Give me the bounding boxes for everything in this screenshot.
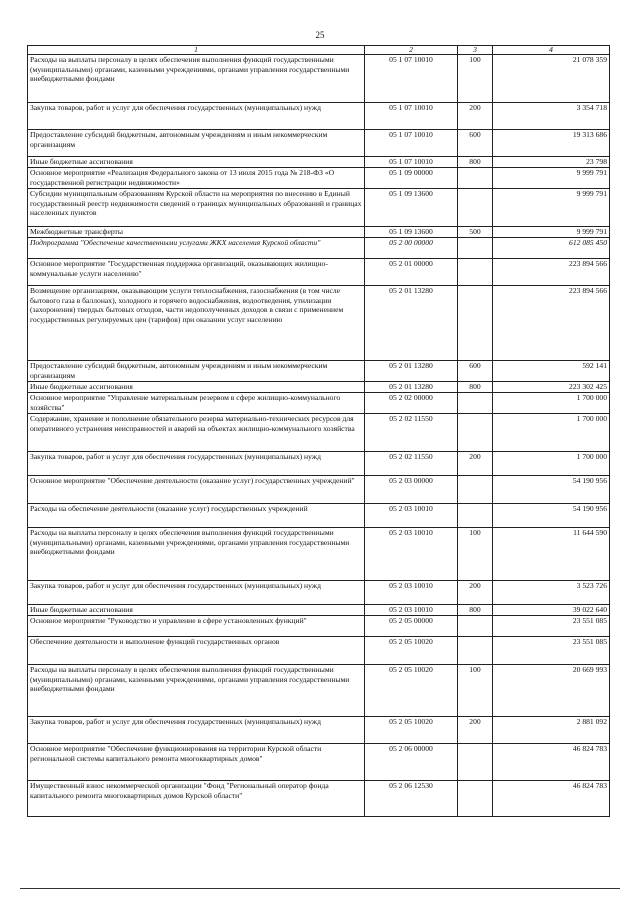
row-code-cell: 05 1 07 10010 [365, 157, 458, 168]
row-code-cell: 05 2 06 00000 [365, 744, 458, 781]
row-type-cell: 800 [458, 605, 493, 616]
row-type-cell: 600 [458, 130, 493, 157]
row-name-cell: Возмещение организациям, оказывающим услуги теплоснабжения, газоснабжения (в том числе бытового газа в баллонах), холодного и горячего водоснабжения, водоотведения, утилизации (захоронения) твердых бытовых отходов, части недополученных доходов в связи с применением государственных регулируемых цен (тарифов) при оказании услуг населению [28, 286, 365, 361]
row-type-cell: 800 [458, 382, 493, 393]
row-code-cell: 05 2 03 10010 [365, 528, 458, 581]
row-name-cell: Иные бюджетные ассигнования [28, 382, 365, 393]
page-bottom-rule [20, 888, 620, 889]
table-row [28, 361, 610, 382]
table-row [28, 605, 610, 616]
row-code-cell: 05 1 09 13600 [365, 189, 458, 227]
row-amount-cell: 11 644 590 [493, 528, 610, 581]
table-row [28, 637, 610, 665]
table-row [28, 476, 610, 504]
table-row [28, 189, 610, 227]
table-row [28, 781, 610, 817]
row-code-cell: 05 1 09 13600 [365, 227, 458, 238]
table-row [28, 168, 610, 189]
row-amount-cell: 46 824 783 [493, 781, 610, 817]
table-row [28, 744, 610, 781]
row-name-cell: Закупка товаров, работ и услуг для обеспечения государственных (муниципальных) нужд [28, 717, 365, 744]
table-row [28, 452, 610, 476]
row-name-cell: Основное мероприятие «Реализация Федерального закона от 13 июля 2015 года № 218-ФЗ «О государственной регистрации недвижимости» [28, 168, 365, 189]
row-type-cell: 200 [458, 581, 493, 605]
row-amount-cell: 223 894 566 [493, 259, 610, 286]
row-amount-cell: 9 999 791 [493, 168, 610, 189]
row-code-cell: 05 1 09 00000 [365, 168, 458, 189]
row-amount-cell: 23 551 085 [493, 616, 610, 637]
row-code-cell: 05 2 05 10020 [365, 637, 458, 665]
table-row [28, 55, 610, 103]
row-code-cell: 05 2 06 12530 [365, 781, 458, 817]
table-row [28, 665, 610, 717]
row-name-cell: Предоставление субсидий бюджетным, автономным учреждениям и иным некоммерческим организациям [28, 361, 365, 382]
row-code-cell: 05 2 03 10010 [365, 504, 458, 528]
row-name-cell: Закупка товаров, работ и услуг для обеспечения государственных (муниципальных) нужд [28, 452, 365, 476]
row-type-cell: 200 [458, 452, 493, 476]
row-amount-cell: 1 700 000 [493, 393, 610, 414]
row-name-cell: Расходы на выплаты персоналу в целях обеспечения выполнения функций государственными (муниципальными) органами, казенными учреждениями, органами управления государственными внебюджетными фондами [28, 55, 365, 103]
table-row [28, 238, 610, 259]
row-amount-cell: 1 700 000 [493, 414, 610, 452]
row-amount-cell: 1 700 000 [493, 452, 610, 476]
row-type-cell: 100 [458, 665, 493, 717]
row-code-cell: 05 2 01 13280 [365, 286, 458, 361]
column-header-amount: 4 [493, 46, 610, 55]
row-name-cell: Основное мероприятие "Управление материальным резервом в сфере жилищно-коммунального хозяйства" [28, 393, 365, 414]
row-amount-cell: 20 669 993 [493, 665, 610, 717]
row-name-cell: Межбюджетные трансферты [28, 227, 365, 238]
budget-table [27, 45, 610, 817]
row-name-cell: Закупка товаров, работ и услуг для обеспечения государственных (муниципальных) нужд [28, 581, 365, 605]
row-type-cell: 500 [458, 227, 493, 238]
table-row [28, 414, 610, 452]
row-name-cell: Основное мероприятие "Руководство и управление в сфере установленных функций" [28, 616, 365, 637]
row-name-cell: Субсидии муниципальным образованиям Курской области на мероприятия по внесению в Единый государственный реестр недвижимости сведений о границах муниципальных образований и границах населенных пунктов [28, 189, 365, 227]
row-type-cell [458, 168, 493, 189]
row-name-cell: Обеспечение деятельности и выполнение функций государственных органов [28, 637, 365, 665]
table-row [28, 157, 610, 168]
row-code-cell: 05 2 03 10010 [365, 581, 458, 605]
row-name-cell: Подпрограмма "Обеспечение качественными услугами ЖКХ населения Курской области" [28, 238, 365, 259]
row-code-cell: 05 1 07 10010 [365, 103, 458, 130]
table-row [28, 130, 610, 157]
row-name-cell: Основное мероприятие "Государственная поддержка организаций, оказывающих жилищно-коммунальные услуги населению" [28, 259, 365, 286]
row-code-cell: 05 2 02 00000 [365, 393, 458, 414]
table-row [28, 103, 610, 130]
row-code-cell: 05 2 05 00000 [365, 616, 458, 637]
row-amount-cell: 3 523 726 [493, 581, 610, 605]
row-amount-cell: 223 302 425 [493, 382, 610, 393]
page-number: 25 [315, 30, 325, 40]
row-type-cell [458, 414, 493, 452]
row-type-cell [458, 637, 493, 665]
row-amount-cell: 46 824 783 [493, 744, 610, 781]
row-amount-cell: 223 894 566 [493, 286, 610, 361]
row-amount-cell: 19 313 686 [493, 130, 610, 157]
column-header-code: 2 [365, 46, 458, 55]
row-code-cell: 05 2 02 11550 [365, 452, 458, 476]
row-amount-cell: 612 085 450 [493, 238, 610, 259]
table-row [28, 528, 610, 581]
row-amount-cell: 3 354 718 [493, 103, 610, 130]
row-code-cell: 05 2 03 00000 [365, 476, 458, 504]
table-row [28, 393, 610, 414]
row-name-cell: Основное мероприятие "Обеспечение функционирования на территории Курской области региональной системы капитального ремонта многоквартирных домов" [28, 744, 365, 781]
row-name-cell: Закупка товаров, работ и услуг для обеспечения государственных (муниципальных) нужд [28, 103, 365, 130]
row-name-cell: Иные бюджетные ассигнования [28, 157, 365, 168]
row-type-cell [458, 189, 493, 227]
row-amount-cell: 54 190 956 [493, 504, 610, 528]
row-name-cell: Расходы на выплаты персоналу в целях обеспечения выполнения функций государственными (муниципальными) органами, казенными учреждениями, органами управления государственными внебюджетными фондами [28, 528, 365, 581]
row-amount-cell: 23 798 [493, 157, 610, 168]
row-type-cell: 600 [458, 361, 493, 382]
table-row [28, 717, 610, 744]
row-name-cell: Предоставление субсидий бюджетным, автономным учреждениям и иным некоммерческим организациям [28, 130, 365, 157]
row-amount-cell: 54 190 956 [493, 476, 610, 504]
row-code-cell: 05 2 05 10020 [365, 665, 458, 717]
table-header-row [28, 46, 610, 55]
column-header-name: 1 [28, 46, 365, 55]
row-amount-cell: 592 141 [493, 361, 610, 382]
row-type-cell [458, 781, 493, 817]
table-body [28, 55, 610, 817]
row-code-cell: 05 2 00 00000 [365, 238, 458, 259]
row-type-cell [458, 238, 493, 259]
row-type-cell [458, 259, 493, 286]
row-type-cell [458, 286, 493, 361]
table-row [28, 286, 610, 361]
row-name-cell: Основное мероприятие "Обеспечение деятельности (оказание услуг) государственных учреждений" [28, 476, 365, 504]
table-row [28, 259, 610, 286]
row-name-cell: Имущественный взнос некоммерческой организации "Фонд "Региональный оператор фонда капитального ремонта многоквартирных домов Курской области" [28, 781, 365, 817]
row-type-cell: 100 [458, 55, 493, 103]
row-amount-cell: 39 022 640 [493, 605, 610, 616]
table-row [28, 581, 610, 605]
row-code-cell: 05 2 03 10010 [365, 605, 458, 616]
table-row [28, 227, 610, 238]
row-amount-cell: 2 881 092 [493, 717, 610, 744]
row-type-cell [458, 616, 493, 637]
row-code-cell: 05 1 07 10010 [365, 130, 458, 157]
row-code-cell: 05 2 01 13280 [365, 382, 458, 393]
row-amount-cell: 9 999 791 [493, 227, 610, 238]
row-code-cell: 05 2 05 10020 [365, 717, 458, 744]
table-row [28, 616, 610, 637]
row-name-cell: Содержание, хранение и пополнение обязательного резерва материально-технических ресурсов для оперативного устранения неисправностей и аварий на объектах жилищно-коммунального хозяйства [28, 414, 365, 452]
table-row [28, 504, 610, 528]
row-code-cell: 05 2 02 11550 [365, 414, 458, 452]
row-name-cell: Расходы на выплаты персоналу в целях обеспечения выполнения функций государственными (муниципальными) органами, казенными учреждениями, органами управления государственными внебюджетными фондами [28, 665, 365, 717]
row-type-cell: 100 [458, 528, 493, 581]
column-header-type: 3 [458, 46, 493, 55]
row-type-cell [458, 504, 493, 528]
row-code-cell: 05 2 01 13280 [365, 361, 458, 382]
row-code-cell: 05 2 01 00000 [365, 259, 458, 286]
row-type-cell: 200 [458, 103, 493, 130]
row-type-cell [458, 393, 493, 414]
row-amount-cell: 21 078 359 [493, 55, 610, 103]
row-type-cell: 800 [458, 157, 493, 168]
row-amount-cell: 9 999 791 [493, 189, 610, 227]
row-code-cell: 05 1 07 10010 [365, 55, 458, 103]
row-amount-cell: 23 551 085 [493, 637, 610, 665]
table-row [28, 382, 610, 393]
row-name-cell: Иные бюджетные ассигнования [28, 605, 365, 616]
row-name-cell: Расходы на обеспечение деятельности (оказание услуг) государственных учреждений [28, 504, 365, 528]
row-type-cell [458, 744, 493, 781]
row-type-cell: 200 [458, 717, 493, 744]
row-type-cell [458, 476, 493, 504]
